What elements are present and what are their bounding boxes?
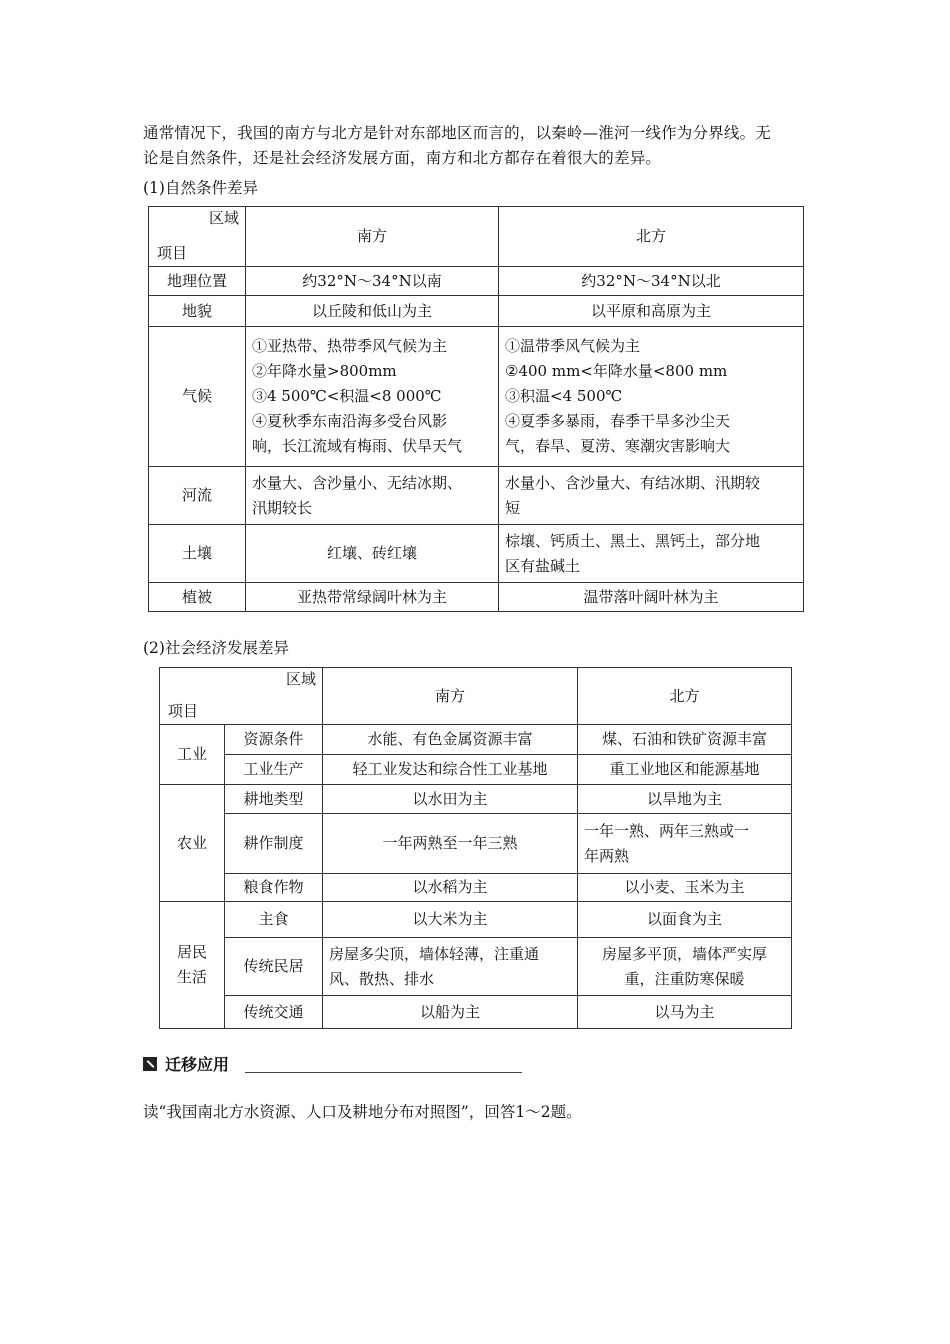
cell-south: 以水稻为主 — [323, 874, 578, 902]
cell-line: ①亚热带、热带季风气候为主 — [252, 337, 448, 355]
cell-line: ①温带季风气候为主 — [505, 337, 641, 355]
header-south: 南方 — [246, 207, 499, 267]
row-label: 地貌 — [149, 296, 246, 327]
row-label: 工业生产 — [225, 755, 323, 785]
intro-paragraph — [143, 121, 815, 171]
cell-line: 年两熟 — [584, 846, 630, 865]
cell-north: 煤、石油和铁矿资源丰富 — [578, 725, 792, 755]
table-row — [149, 327, 804, 467]
cell-line: 短 — [505, 498, 521, 517]
cell-south: 亚热带常绿阔叶林为主 — [246, 583, 499, 612]
cell-north: 以马为主 — [578, 996, 792, 1029]
cell-south: 以船为主 — [323, 996, 578, 1029]
table-row — [160, 902, 792, 938]
table-row — [149, 267, 804, 296]
cell-line: ③积温<4 500℃ — [505, 387, 623, 405]
row-label: 耕地类型 — [225, 785, 323, 814]
cell-line: ③4 500℃<积温<8 000℃ — [252, 387, 442, 405]
section-2-label: (2)社会经济发展差异 — [143, 639, 289, 657]
header-item-label: 项目 — [157, 244, 188, 262]
cell-line: 重，注重防寒保暖 — [624, 969, 745, 988]
cell-south: 以大米为主 — [323, 902, 578, 938]
cell-south: 红壤、砖红壤 — [246, 525, 499, 583]
table-header-row — [149, 207, 804, 267]
cell-north: 重工业地区和能源基地 — [578, 755, 792, 785]
header-north: 北方 — [578, 668, 792, 725]
table-row — [160, 755, 792, 785]
cell-line: ②年降水量>800mm — [252, 362, 397, 380]
table-row — [149, 583, 804, 612]
cell-north — [578, 938, 792, 996]
table-corner-header — [149, 207, 246, 267]
table-header-row — [160, 668, 792, 725]
row-label: 植被 — [149, 583, 246, 612]
cell-south: 轻工业发达和综合性工业基地 — [323, 755, 578, 785]
cell-north: 以旱地为主 — [578, 785, 792, 814]
header-north: 北方 — [499, 207, 804, 267]
cell-north: 以平原和高原为主 — [499, 296, 804, 327]
row-label: 传统民居 — [225, 938, 323, 996]
section-1-label: (1)自然条件差异 — [143, 179, 258, 197]
arrow-box-icon — [143, 1057, 157, 1071]
cell-line: 棕壤、钙质土、黑土、黑钙土，部分地 — [505, 531, 761, 550]
cell-line: 汛期较长 — [252, 498, 313, 517]
row-label: 传统交通 — [225, 996, 323, 1029]
header-region-label: 区域 — [285, 670, 316, 688]
table-row — [160, 996, 792, 1029]
table-corner-header — [160, 668, 323, 725]
row-label: 气候 — [149, 327, 246, 467]
cell-south: 以丘陵和低山为主 — [246, 296, 499, 327]
group-label-agriculture: 农业 — [160, 785, 225, 902]
group-label-life — [160, 902, 225, 1029]
cell-south — [323, 938, 578, 996]
cell-north: 温带落叶阔叶林为主 — [499, 583, 804, 612]
cell-north — [578, 814, 792, 874]
apply-section-header — [143, 1054, 523, 1078]
cell-line: 气，春旱、夏涝、寒潮灾害影响大 — [505, 437, 731, 455]
cell-north — [499, 525, 804, 583]
cell-south — [246, 467, 499, 525]
row-label: 粮食作物 — [225, 874, 323, 902]
cell-north — [499, 467, 804, 525]
cell-line: 水量小、含沙量大、有结冰期、汛期较 — [505, 473, 761, 492]
intro-line-1: 通常情况下，我国的南方与北方是针对东部地区而言的，以秦岭—淮河一线作为分界线。无 — [143, 124, 772, 142]
table-row — [160, 785, 792, 814]
cell-south: 水能、有色金属资源丰富 — [323, 725, 578, 755]
table-row — [149, 467, 804, 525]
header-region-label: 区域 — [208, 209, 239, 227]
cell-line: 生活 — [176, 968, 207, 986]
apply-title: 迁移应用 — [165, 1055, 230, 1074]
cell-line: 房屋多尖顶，墙体轻薄，注重通 — [329, 944, 540, 963]
table-row — [160, 814, 792, 874]
row-label: 主食 — [225, 902, 323, 938]
cell-north: 约32°N～34°N以北 — [499, 267, 804, 296]
cell-line: 响，长江流域有梅雨、伏旱天气 — [252, 437, 463, 455]
row-label: 耕作制度 — [225, 814, 323, 874]
cell-north: 以面食为主 — [578, 902, 792, 938]
header-south: 南方 — [323, 668, 578, 725]
row-label: 资源条件 — [225, 725, 323, 755]
row-label: 地理位置 — [149, 267, 246, 296]
table-row — [149, 296, 804, 327]
table-row — [160, 874, 792, 902]
socioeconomic-table — [159, 667, 792, 1029]
cell-line: ④夏秋季东南沿海多受台风影 — [252, 412, 448, 430]
cell-north: 以小麦、玉米为主 — [578, 874, 792, 902]
cell-line: 房屋多平顶，墙体严实厚 — [601, 944, 767, 963]
divider — [245, 1072, 522, 1073]
group-label-industry: 工业 — [160, 725, 225, 785]
cell-south — [246, 327, 499, 467]
cell-north — [499, 327, 804, 467]
cell-line: 一年一熟、两年三熟或一 — [584, 821, 750, 840]
table-row — [160, 938, 792, 996]
cell-line: 居民 — [176, 943, 207, 961]
natural-conditions-table — [148, 206, 804, 612]
question-prompt: 读“我国南北方水资源、人口及耕地分布对照图”，回答1～2题。 — [143, 1103, 582, 1121]
row-label: 河流 — [149, 467, 246, 525]
cell-south: 一年两熟至一年三熟 — [323, 814, 578, 874]
cell-line: 区有盐碱土 — [505, 556, 581, 575]
table-row — [149, 525, 804, 583]
row-label: 土壤 — [149, 525, 246, 583]
cell-line: ④夏季多暴雨，春季干旱多沙尘天 — [505, 412, 731, 430]
cell-south: 以水田为主 — [323, 785, 578, 814]
cell-line: ②400 mm<年降水量<800 mm — [505, 362, 728, 380]
cell-line: 水量大、含沙量小、无结冰期、 — [252, 473, 463, 492]
intro-line-2: 论是自然条件，还是社会经济发展方面，南方和北方都存在着很大的差异。 — [143, 149, 662, 167]
cell-south: 约32°N～34°N以南 — [246, 267, 499, 296]
cell-line: 风、散热、排水 — [329, 969, 435, 988]
header-item-label: 项目 — [168, 702, 199, 720]
table-row — [160, 725, 792, 755]
